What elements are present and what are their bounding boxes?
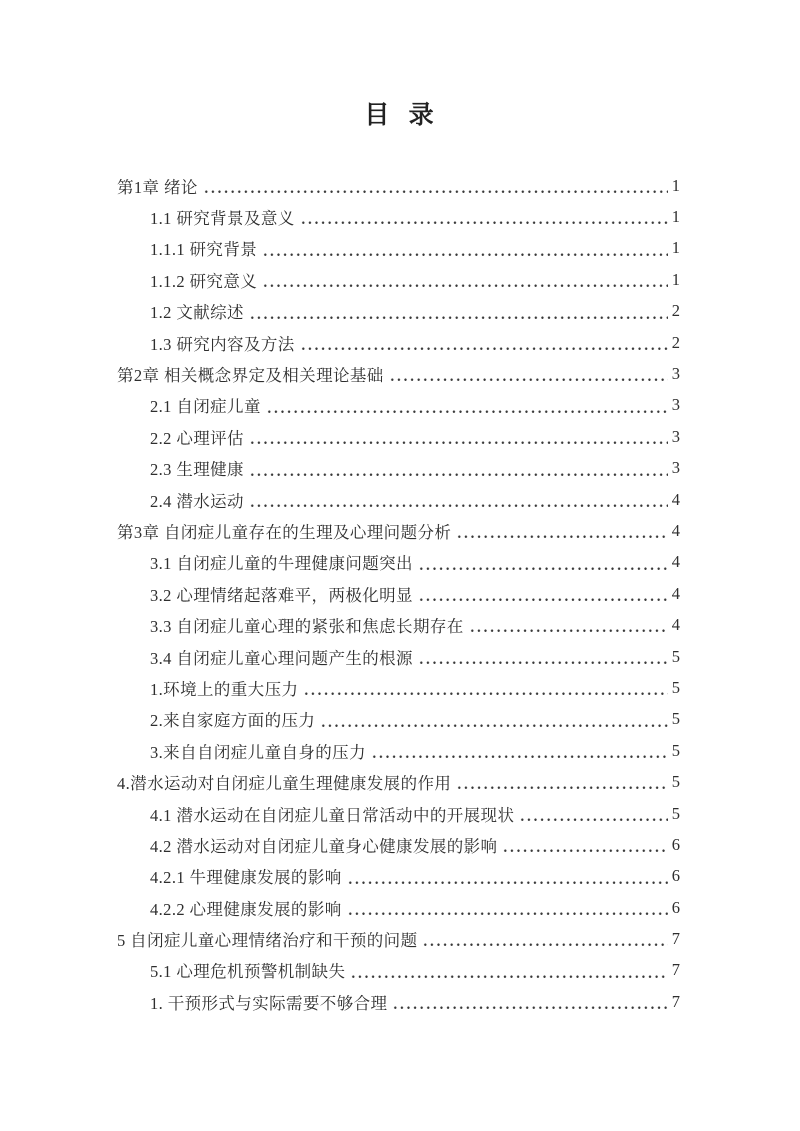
toc-entry-label: 4.2 潜水运动对自闭症儿童身心健康发展的影响 bbox=[150, 836, 498, 856]
toc-entry-label: 2.2 心理评估 bbox=[150, 428, 244, 448]
toc-entry bbox=[117, 264, 680, 295]
toc-entry-label: 3.4 自闭症儿童心理问题产生的根源 bbox=[150, 648, 413, 668]
dot-leader bbox=[417, 547, 668, 578]
toc-entry-page-number: 1 bbox=[671, 269, 680, 289]
toc-entry-page-number: 5 bbox=[671, 772, 680, 792]
dot-leader bbox=[421, 923, 668, 954]
toc-entry-label: 3.2 心理情绪起落难平，两极化明显 bbox=[150, 585, 413, 605]
toc-entry-label: 5.1 心理危机预警机制缺失 bbox=[150, 962, 346, 982]
toc-entry-page-number: 6 bbox=[671, 834, 680, 854]
toc-entry-page-number: 5 bbox=[671, 803, 680, 823]
toc-entry bbox=[117, 233, 680, 264]
toc-entry-page-number: 5 bbox=[671, 709, 680, 729]
page-title: 目 录 bbox=[364, 102, 436, 129]
toc-entry-label: 第2章 相关概念界定及相关理论基础 bbox=[117, 366, 384, 386]
dot-leader bbox=[265, 390, 668, 421]
toc-entry-label: 2.3 生理健康 bbox=[150, 460, 244, 480]
toc-entry bbox=[117, 327, 680, 358]
toc-entry-label: 1. 干预形式与实际需要不够合理 bbox=[150, 993, 388, 1013]
toc-entry bbox=[117, 986, 680, 1017]
toc-entry-page-number: 4 bbox=[671, 615, 680, 635]
toc-entry-label: 第1章 绪论 bbox=[117, 177, 198, 197]
toc-entry-label: 2.来自家庭方面的压力 bbox=[150, 711, 316, 731]
toc-entry-label: 4.2.2 心理健康发展的影响 bbox=[150, 899, 342, 919]
toc-entry-label: 2.4 潜水运动 bbox=[150, 491, 244, 511]
dot-leader bbox=[248, 453, 668, 484]
toc-entry-page-number: 4 bbox=[671, 489, 680, 509]
dot-leader bbox=[468, 609, 668, 640]
toc-entry-page-number: 1 bbox=[671, 207, 680, 227]
dot-leader bbox=[248, 484, 668, 515]
dot-leader bbox=[346, 861, 668, 892]
toc-entry bbox=[117, 923, 680, 954]
toc-entry bbox=[117, 735, 680, 766]
toc-entry-page-number: 4 bbox=[671, 583, 680, 603]
toc-entry-label: 1.3 研究内容及方法 bbox=[150, 334, 295, 354]
dot-leader bbox=[248, 421, 668, 452]
toc-list bbox=[117, 170, 680, 1018]
toc-entry bbox=[117, 892, 680, 923]
toc-entry-label: 5 自闭症儿童心理情绪治疗和干预的问题 bbox=[117, 931, 418, 951]
toc-entry bbox=[117, 390, 680, 421]
toc-entry bbox=[117, 484, 680, 515]
toc-entry-label: 1.2 文献综述 bbox=[150, 303, 244, 323]
toc-entry bbox=[117, 609, 680, 640]
toc-entry-label: 3.1 自闭症儿童的牛理健康问题突出 bbox=[150, 554, 413, 574]
dot-leader bbox=[455, 515, 668, 546]
dot-leader bbox=[261, 264, 668, 295]
dot-leader bbox=[455, 766, 668, 797]
toc-entry bbox=[117, 201, 680, 232]
toc-entry-page-number: 6 bbox=[671, 897, 680, 917]
dot-leader bbox=[388, 358, 668, 389]
toc-entry-page-number: 5 bbox=[671, 646, 680, 666]
toc-entry-label: 4.潜水运动对自闭症儿童生理健康发展的作用 bbox=[117, 774, 452, 794]
toc-entry-page-number: 3 bbox=[671, 395, 680, 415]
toc-entry bbox=[117, 296, 680, 327]
toc-entry bbox=[117, 358, 680, 389]
toc-entry-page-number: 7 bbox=[671, 991, 680, 1011]
toc-entry-label: 4.1 潜水运动在自闭症儿童日常活动中的开展现状 bbox=[150, 805, 515, 825]
dot-leader bbox=[349, 955, 668, 986]
dot-leader bbox=[248, 296, 668, 327]
dot-leader bbox=[302, 672, 668, 703]
toc-entry bbox=[117, 704, 680, 735]
toc-entry bbox=[117, 955, 680, 986]
toc-entry-page-number: 6 bbox=[671, 866, 680, 886]
dot-leader bbox=[346, 892, 668, 923]
toc-entry-page-number: 7 bbox=[671, 960, 680, 980]
toc-entry-label: 1.1.2 研究意义 bbox=[150, 271, 258, 291]
toc-entry bbox=[117, 547, 680, 578]
toc-entry bbox=[117, 578, 680, 609]
dot-leader bbox=[299, 327, 668, 358]
toc-entry-label: 1.1 研究背景及意义 bbox=[150, 209, 295, 229]
toc-entry-page-number: 2 bbox=[671, 332, 680, 352]
toc-entry bbox=[117, 515, 680, 546]
toc-entry-page-number: 4 bbox=[671, 552, 680, 572]
toc-entry-label: 3.来自自闭症儿童自身的压力 bbox=[150, 742, 366, 762]
toc-entry bbox=[117, 453, 680, 484]
toc-entry bbox=[117, 798, 680, 829]
dot-leader bbox=[518, 798, 668, 829]
toc-entry bbox=[117, 641, 680, 672]
toc-entry-page-number: 1 bbox=[671, 175, 680, 195]
toc-entry-label: 4.2.1 牛理健康发展的影响 bbox=[150, 868, 342, 888]
toc-entry bbox=[117, 170, 680, 201]
toc-entry-page-number: 5 bbox=[671, 677, 680, 697]
toc-entry bbox=[117, 672, 680, 703]
toc-entry-page-number: 3 bbox=[671, 458, 680, 478]
toc-entry-page-number: 3 bbox=[671, 426, 680, 446]
dot-leader bbox=[202, 170, 668, 201]
toc-entry-page-number: 5 bbox=[671, 740, 680, 760]
dot-leader bbox=[501, 829, 668, 860]
toc-entry-page-number: 4 bbox=[671, 520, 680, 540]
dot-leader bbox=[391, 986, 668, 1017]
toc-entry-label: 1.1.1 研究背景 bbox=[150, 240, 258, 260]
toc-entry bbox=[117, 861, 680, 892]
toc-entry-page-number: 1 bbox=[671, 238, 680, 258]
toc-entry-page-number: 2 bbox=[671, 301, 680, 321]
dot-leader bbox=[319, 704, 668, 735]
toc-entry-page-number: 7 bbox=[671, 929, 680, 949]
dot-leader bbox=[417, 641, 668, 672]
toc-entry-page-number: 3 bbox=[671, 364, 680, 384]
dot-leader bbox=[299, 201, 668, 232]
toc-entry bbox=[117, 421, 680, 452]
toc-entry-label: 第3章 自闭症儿童存在的生理及心理问题分析 bbox=[117, 522, 452, 542]
toc-entry bbox=[117, 829, 680, 860]
dot-leader bbox=[261, 233, 668, 264]
dot-leader bbox=[417, 578, 668, 609]
toc-entry-label: 1.环境上的重大压力 bbox=[150, 679, 299, 699]
toc-entry-label: 2.1 自闭症儿童 bbox=[150, 397, 261, 417]
toc-entry bbox=[117, 766, 680, 797]
toc-entry-label: 3.3 自闭症儿童心理的紧张和焦虑长期存在 bbox=[150, 617, 464, 637]
dot-leader bbox=[370, 735, 668, 766]
